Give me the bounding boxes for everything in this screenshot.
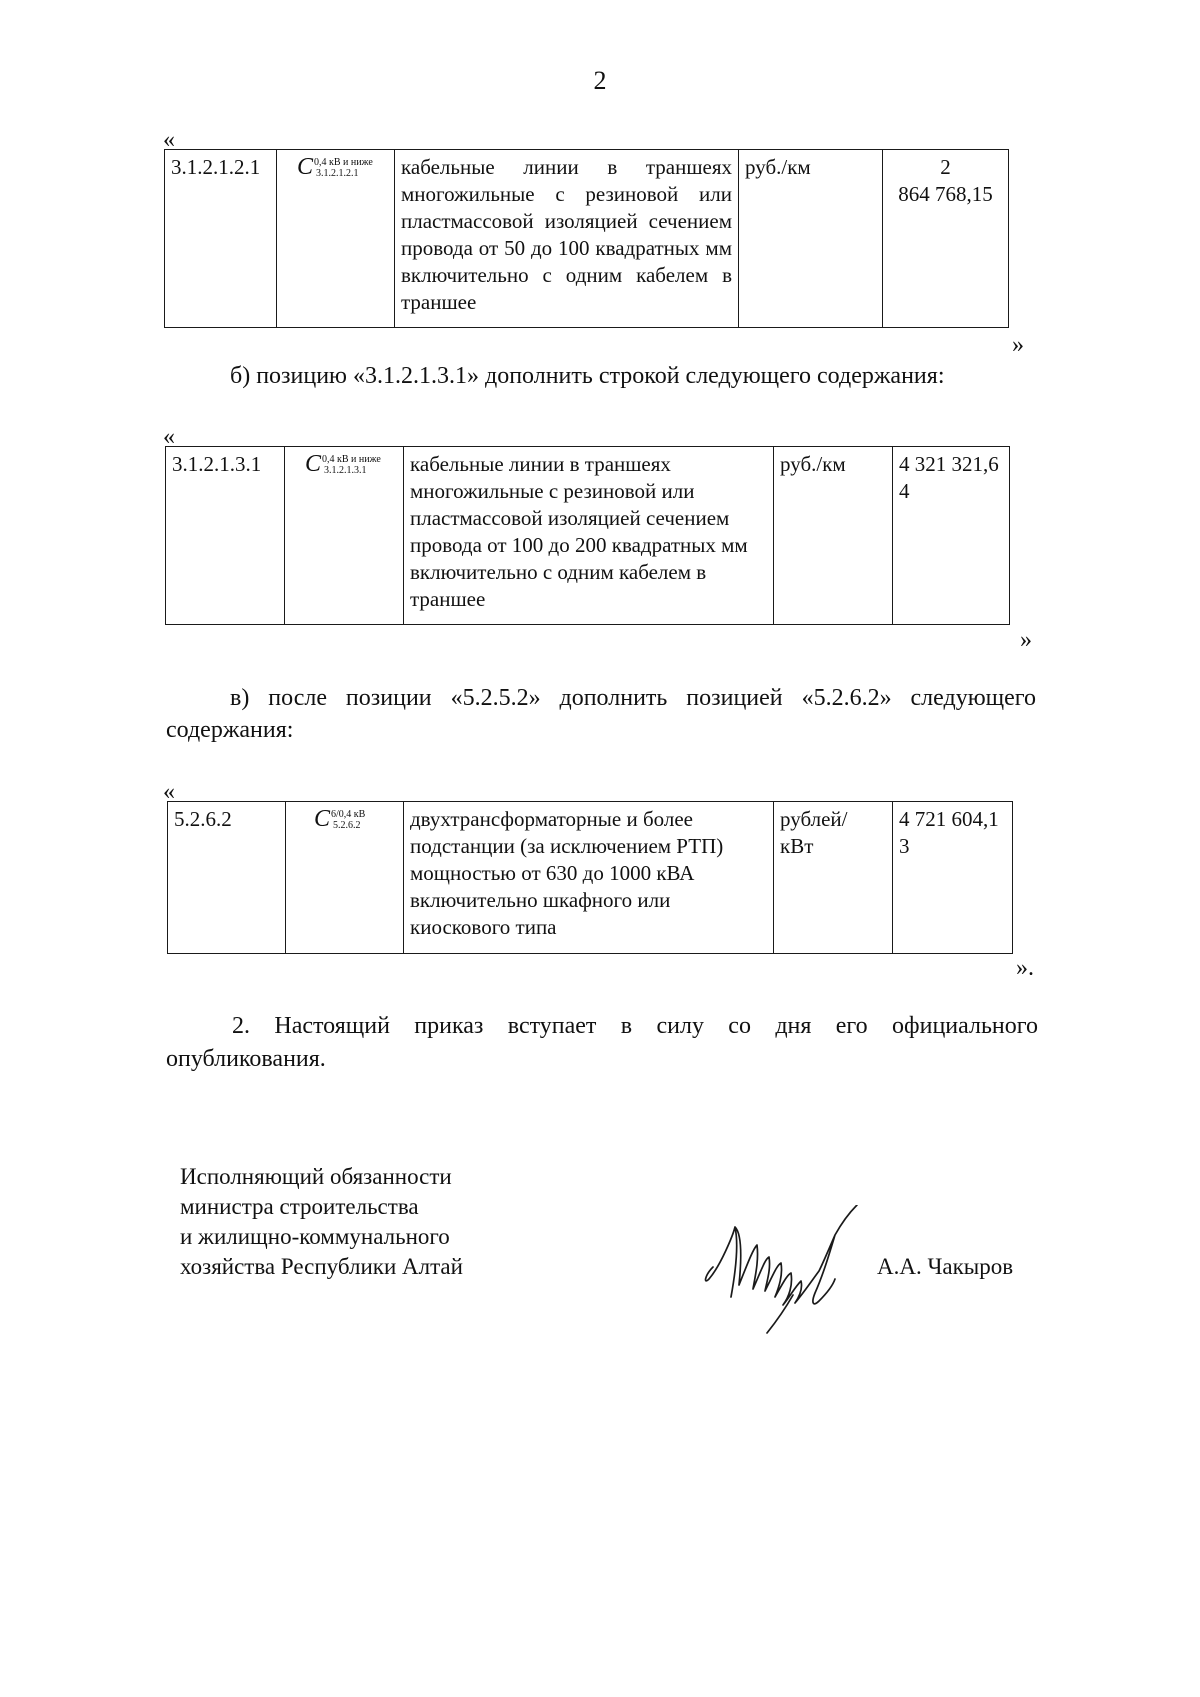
value-line-2: 3 — [899, 834, 910, 858]
position-line-4: хозяйства Республики Алтай — [180, 1254, 463, 1279]
table-row — [165, 150, 1009, 328]
paragraph-v-line-2: содержания: — [166, 717, 294, 743]
table-3-1-2-1-2-1 — [164, 149, 1009, 328]
unit-cell — [774, 802, 893, 954]
position-code: 5.2.6.2 — [168, 802, 286, 954]
description: двухтрансформаторные и более подстанции (за исключением РТП) мощностью от 630 до 1000 кВА включительно шкафного или киоскового типа — [404, 802, 774, 954]
value-cell — [883, 150, 1009, 328]
coefficient-superscript: 0,4 кВ и ниже — [314, 157, 373, 168]
unit-line-1: рублей/ — [780, 807, 848, 831]
value-cell — [893, 802, 1013, 954]
unit-line-2: кВт — [780, 834, 814, 858]
table-row — [166, 447, 1010, 625]
unit: руб./км — [739, 150, 883, 328]
unit: руб./км — [774, 447, 893, 625]
position-line-3: и жилищно-коммунального — [180, 1224, 450, 1249]
table-3-1-2-1-3-1 — [165, 446, 1010, 625]
signatory-name: А.А. Чакыров — [877, 1254, 1014, 1279]
table-row — [168, 802, 1013, 954]
paragraph-b: б) позицию «3.1.2.1.3.1» дополнить строкой следующего содержания: — [230, 363, 945, 389]
value-line-1: 4 321 321,6 — [899, 452, 999, 476]
table-5-2-6-2 — [167, 801, 1013, 954]
coefficient-symbol: C 0,4 кВ и ниже 3.1.2.1.3.1 — [305, 451, 381, 477]
position-line-1: Исполняющий обязанности — [180, 1164, 452, 1189]
coefficient-symbol: C 6/0,4 кВ 5.2.6.2 — [314, 806, 366, 832]
position-line-2: министра строительства — [180, 1194, 419, 1219]
coefficient-subscript: 3.1.2.1.2.1 — [316, 168, 359, 179]
coefficient-cell — [277, 150, 395, 328]
close-quote-2: » — [1020, 627, 1032, 653]
close-quote-1: » — [1012, 332, 1024, 358]
description: кабельные линии в траншеях многожильные с резиновой или пластмассовой изоляцией сечением провода от 50 до 100 квадратных мм включительно с одним кабелем в траншее — [395, 150, 739, 328]
description: кабельные линии в траншеях многожильные с резиновой или пластмассовой изоляцией сечением провода от 100 до 200 квадратных мм включительно с одним кабелем в траншее — [404, 447, 774, 625]
handwritten-signature — [695, 1205, 885, 1340]
coefficient-subscript: 3.1.2.1.3.1 — [324, 465, 367, 476]
paragraph-2-line-1: 2. Настоящий приказ вступает в силу со дня его официального — [232, 1013, 1038, 1039]
page-number: 2 — [593, 66, 607, 95]
close-quote-final: ». — [1016, 955, 1034, 981]
open-quote-3: « — [163, 779, 175, 805]
signatory-position — [180, 1162, 463, 1282]
value-line-2: 4 — [899, 479, 910, 503]
open-quote-1: « — [163, 127, 175, 153]
paragraph-2-line-2: опубликования. — [166, 1046, 326, 1072]
paragraph-v-line-1: в) после позиции «5.2.5.2» дополнить позицией «5.2.6.2» следующего — [230, 685, 1036, 711]
coefficient-symbol: C 0,4 кВ и ниже 3.1.2.1.2.1 — [297, 154, 373, 180]
position-code: 3.1.2.1.2.1 — [165, 150, 277, 328]
open-quote-2: « — [163, 424, 175, 450]
coefficient-subscript: 5.2.6.2 — [333, 820, 361, 831]
position-code: 3.1.2.1.3.1 — [166, 447, 285, 625]
coefficient-cell — [286, 802, 404, 954]
coefficient-superscript: 0,4 кВ и ниже — [322, 454, 381, 465]
value-cell — [893, 447, 1010, 625]
coefficient-cell — [285, 447, 404, 625]
value-line-1: 4 721 604,1 — [899, 807, 999, 831]
value-line-2: 864 768,15 — [898, 182, 993, 206]
value-line-1: 2 — [940, 155, 951, 179]
coefficient-superscript: 6/0,4 кВ — [331, 809, 366, 820]
